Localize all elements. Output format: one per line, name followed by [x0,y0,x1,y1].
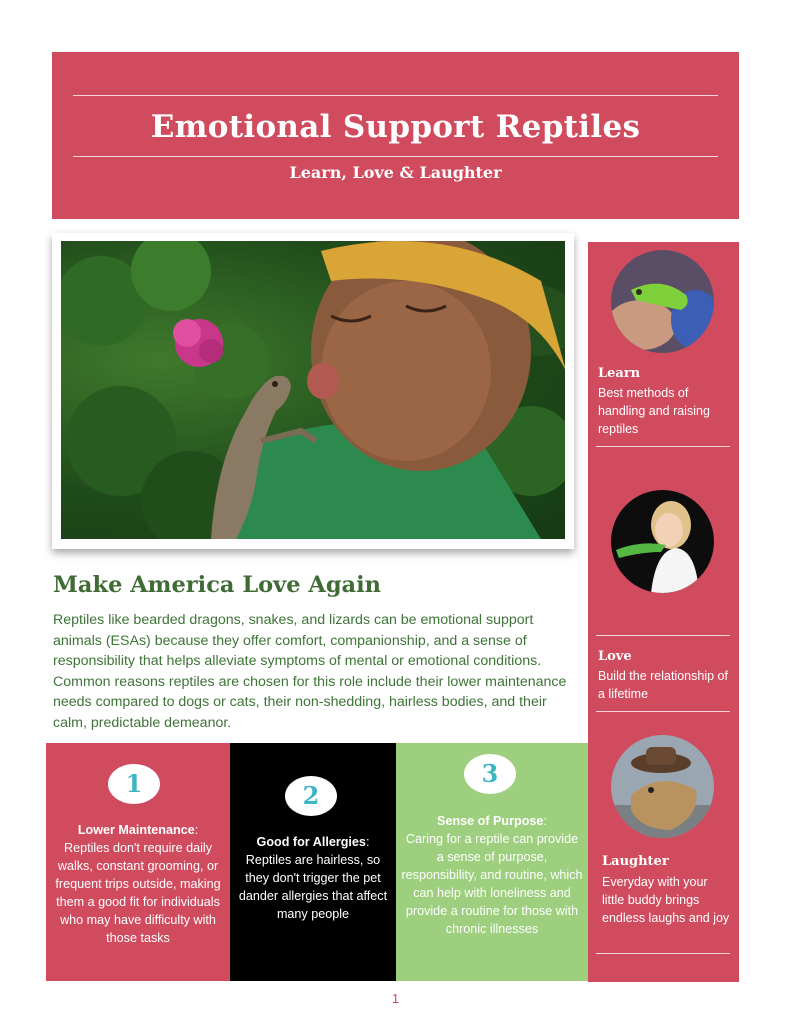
hero-photo-frame [52,233,574,549]
card-lower-maintenance [46,743,230,981]
section-body: Reptiles like bearded dragons, snakes, and lizards can be emotional support animals (ESAs) because they offer comfort, companionship, and a sense of responsibility that helps alleviate symptoms of mental or emotional conditions. Common reasons reptiles are chosen for this role include their lower maintenance needs compared to dogs or cats, their non-shedding, hairless bodies, and their calm, predictable demeanor. [53,612,567,731]
child-with-lizard-illustration [61,241,565,539]
divider [596,446,730,447]
sidebar-heading-learn: Learn [598,366,641,381]
header-banner [52,52,739,219]
card-body: Reptiles are hairless, so they don't trigger the pet dander allergies that affect many people [238,853,388,921]
sidebar-text-love: Build the relationship of a lifetime [598,669,728,701]
card-text: Lower Maintenance: Reptiles don't require daily walks, constant grooming, or frequent trips outside, making them a good fit for individuals who may have difficulty with those tasks [55,823,221,945]
page-subtitle: Learn, Love & Laughter [289,163,502,182]
dragon-in-hat-photo [611,735,714,838]
sidebar-text-laughter: Everyday with your little buddy brings endless laughs and joy [602,875,730,925]
sidebar [588,242,739,982]
divider [596,953,730,954]
card-sense-of-purpose [396,743,588,981]
hero-photo [61,241,565,539]
card-title: Sense of Purpose [437,814,544,828]
card-text: Sense of Purpose: Caring for a reptile can provide a sense of purpose, responsibility, and routine, which can help with loneliness and provide a routine for those with chronic illnesses [401,814,583,936]
sidebar-heading-laughter: Laughter [602,854,669,869]
girl-with-lizard-photo [611,490,714,593]
page-title: Emotional Support Reptiles [150,109,641,145]
card-body: Caring for a reptile can provide a sense of purpose, responsibility, and routine, which can help with loneliness and provide a routine for those with chronic illnesses [401,832,583,936]
divider [596,711,730,712]
card-body: Reptiles don't require daily walks, constant grooming, or frequent trips outside, making them a good fit for individuals who may have difficulty with those tasks [55,841,221,945]
chameleon-photo [611,250,714,353]
divider [596,635,730,636]
card-number-badge: 1 [108,764,160,804]
sidebar-heading-love: Love [598,649,632,664]
sidebar-text-learn: Best methods of handling and raising reptiles [598,386,710,436]
card-title: Good for Allergies [256,835,366,849]
card-number-badge: 2 [285,776,337,816]
card-good-for-allergies [230,743,396,981]
card-number-badge: 3 [464,754,516,794]
card-text: Good for Allergies: Reptiles are hairless, so they don't trigger the pet dander allergies that affect many people [238,835,388,921]
divider [73,156,718,157]
card-title: Lower Maintenance [77,823,195,837]
section-heading: Make America Love Again [53,572,382,598]
page-number: 1 [391,991,400,1006]
divider [73,95,718,96]
